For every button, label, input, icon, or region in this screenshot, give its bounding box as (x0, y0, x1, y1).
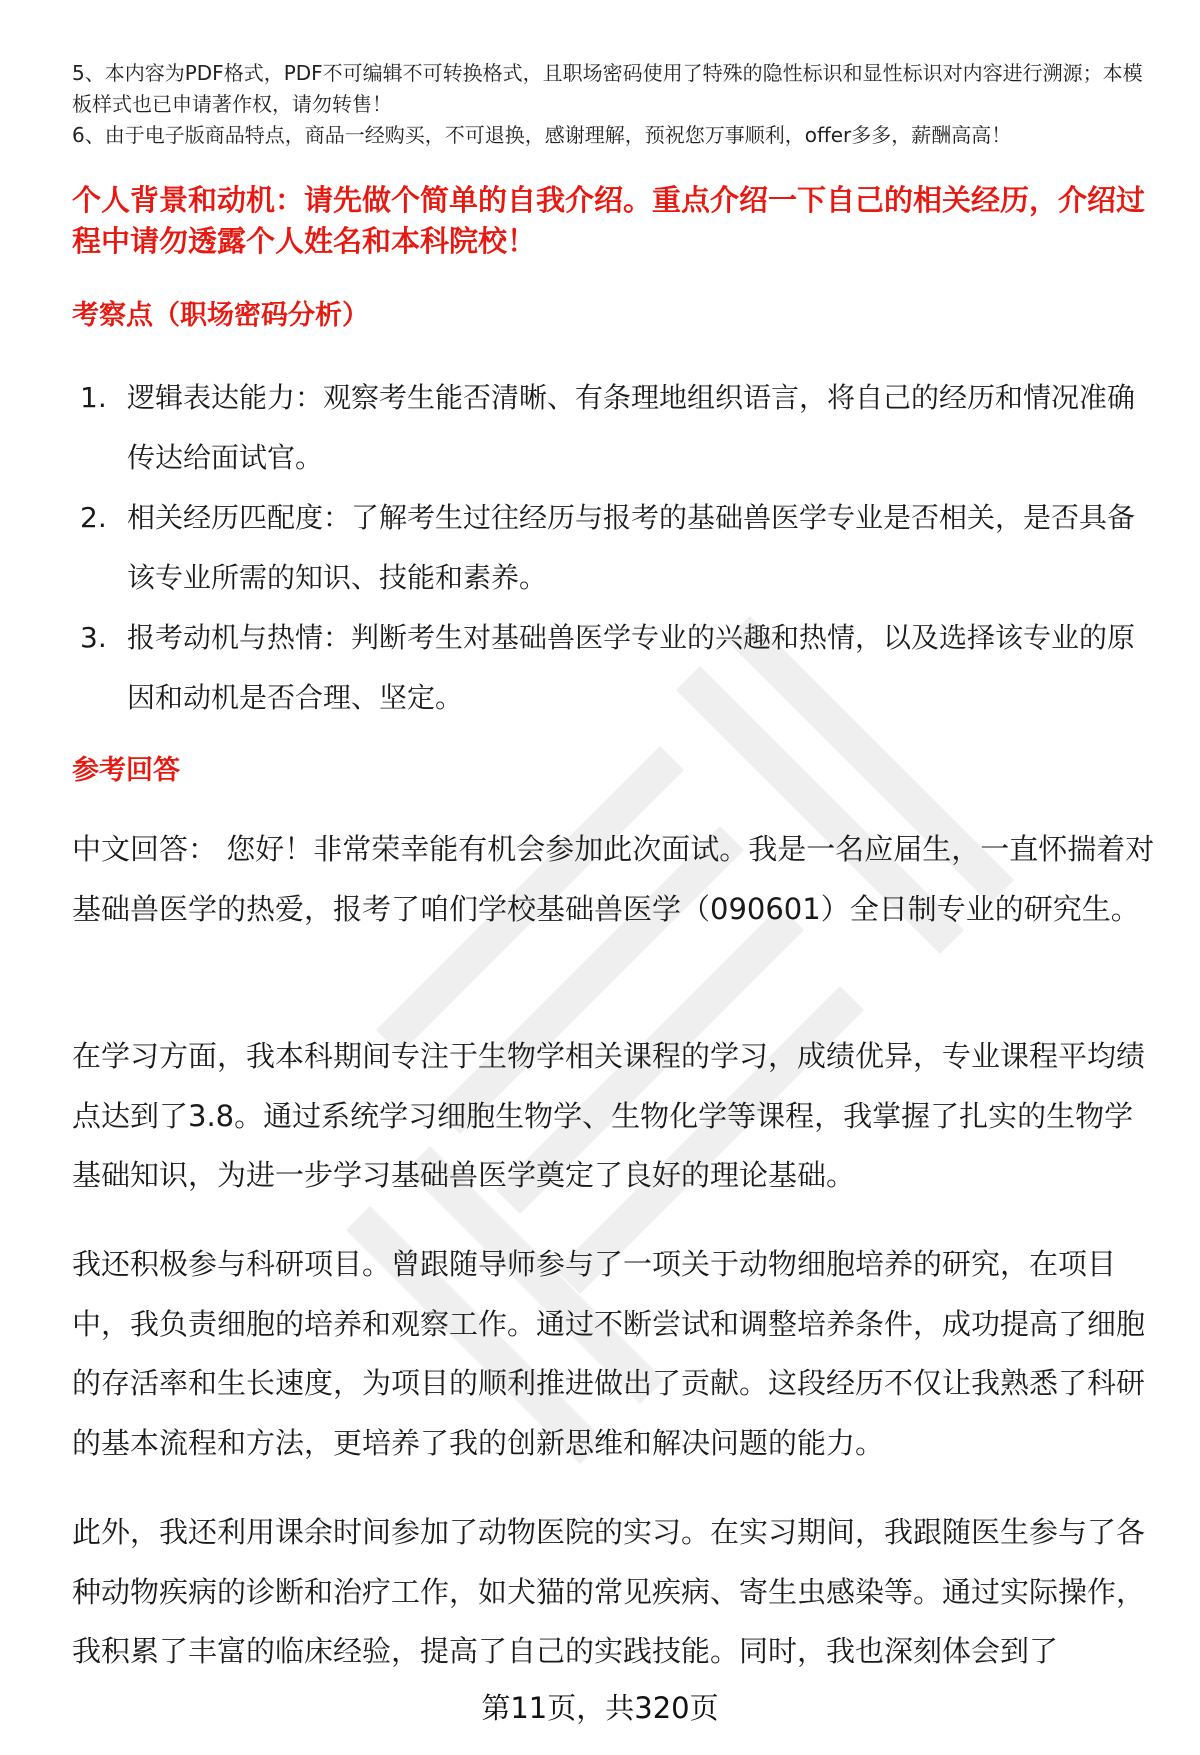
list-item-text: 相关经历匹配度：了解考生过往经历与报考的基础兽医学专业是否相关，是否具备该专业所需的知识、技能和素养。 (127, 501, 1136, 594)
analysis-points-list (80, 368, 1160, 728)
notice-line-6: 6、由于电子版商品特点，商品一经购买，不可退换，感谢理解，预祝您万事顺利，offer多多，薪酬高高！ (72, 123, 1012, 147)
list-item-number: 1. (80, 381, 107, 414)
list-item (80, 488, 1160, 608)
page-number-footer: 第11页，共320页 (481, 1691, 719, 1725)
question-title: 个人背景和动机：请先做个简单的自我介绍。重点介绍一下自己的相关经历，介绍过程中请勿透露个人姓名和本科院校！ (72, 183, 1146, 258)
notice-line-5: 5、本内容为PDF格式，PDF不可编辑不可转换格式，且职场密码使用了特殊的隐性标识和显性标识对内容进行溯源；本模板样式也已申请著作权，请勿转售！ (72, 61, 1143, 116)
list-item-text: 报考动机与热情：判断考生对基础兽医学专业的兴趣和热情，以及选择该专业的原因和动机是否合理、坚定。 (127, 621, 1136, 714)
answer-paragraph-4: 此外，我还利用课余时间参加了动物医院的实习。在实习期间，我跟随医生参与了各种动物疾病的诊断和治疗工作，如犬猫的常见疾病、寄生虫感染等。通过实际操作，我积累了丰富的临床经验，提高了自己的实践技能。同时，我也深刻体会到了 (72, 1515, 1146, 1668)
answer-paragraph-2: 在学习方面，我本科期间专注于生物学相关课程的学习，成绩优异，专业课程平均绩点达到了3.8。通过系统学习细胞生物学、生物化学等课程，我掌握了扎实的生物学基础知识，为进一步学习基础兽医学奠定了良好的理论基础。 (72, 1039, 1146, 1192)
answer-paragraph-3: 我还积极参与科研项目。曾跟随导师参与了一项关于动物细胞培养的研究，在项目中，我负责细胞的培养和观察工作。通过不断尝试和调整培养条件，成功提高了细胞的存活率和生长速度，为项目的顺利推进做出了贡献。这段经历不仅让我熟悉了科研的基本流程和方法，更培养了我的创新思维和解决问题的能力。 (72, 1247, 1146, 1460)
answer-heading: 参考回答 (72, 755, 180, 786)
list-item (80, 608, 1160, 728)
list-item (80, 368, 1160, 488)
list-item-text: 逻辑表达能力：观察考生能否清晰、有条理地组织语言，将自己的经历和情况准确传达给面试官。 (127, 381, 1136, 474)
list-item-number: 3. (80, 621, 107, 654)
list-item-number: 2. (80, 501, 107, 534)
answer-paragraph-1: 中文回答： 您好！非常荣幸能有机会参加此次面试。我是一名应届生，一直怀揣着对基础兽医学的热爱，报考了咱们学校基础兽医学（090601）全日制专业的研究生。 (72, 832, 1155, 926)
analysis-heading: 考察点（职场密码分析） (72, 300, 369, 331)
notice-block (72, 58, 1147, 151)
